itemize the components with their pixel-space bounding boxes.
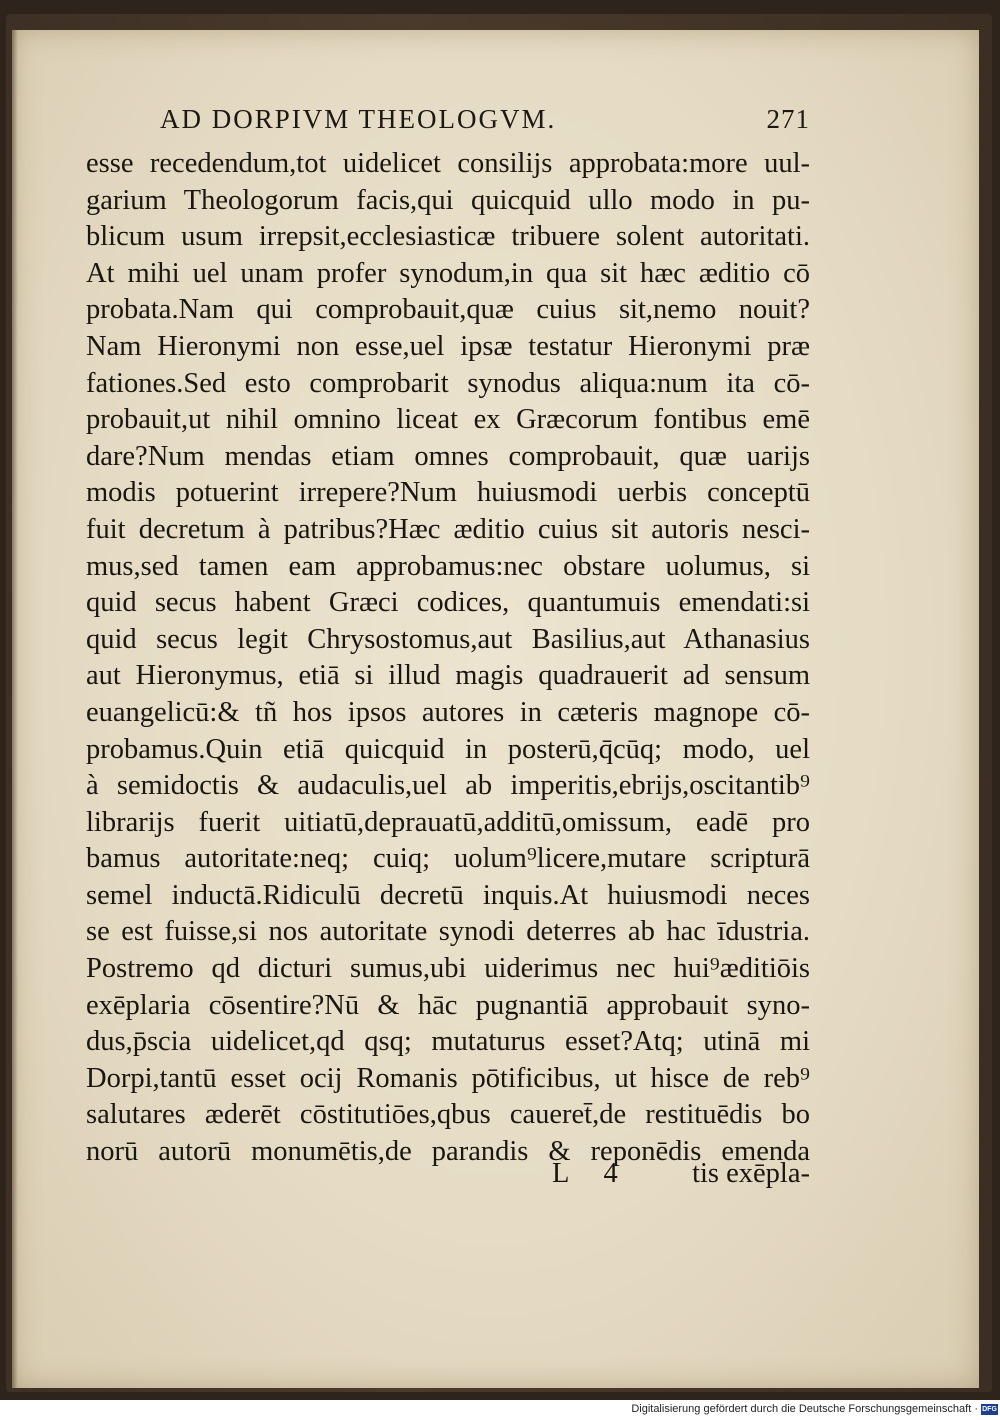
page-number: 271 [766,104,810,134]
catchword: tis exēpla- [692,1158,810,1189]
text-line: blicum usum irrepsit,ecclesiasticæ tribuere solent autoritati. [86,221,810,253]
credit-bar [0,1400,1000,1420]
text-line: euangelicū:& tñ hos ipsos autores in cæteris magnope cō- [86,696,810,728]
text-line: quid secus legit Chrysostomus,aut Basilius,aut Athanasius [86,623,810,655]
text-line: At mihi uel unam profer synodum,in qua sit hæc æditio cō [86,257,810,289]
page-footer [552,1158,810,1198]
funding-credit: Digitalisierung gefördert durch die Deutsche Forschungsgemeinschaft · [631,1403,978,1415]
text-line: norū autorū monumētis,de parandis & reponēdis emenda [86,1136,810,1168]
signature-mark: L 4 [552,1158,632,1189]
text-line: librarijs fuerit uitiatū,deprauatū,additū,omissum, eadē pro [86,806,810,838]
text-line: esse recedendum,tot uidelicet consilijs approbata:more uul- [86,148,810,179]
page-header [160,104,810,144]
body-text [86,146,810,1171]
text-line: se est fuisse,si nos autoritate synodi deterres ab hac īdustria. [86,916,810,948]
text-line: probamus.Quin etiā quicquid in posterū,q̄cūq; modo, uel [86,733,810,765]
text-line: salutares æderēt cōstitutiōes,qbus caueret̄,de restituēdis bo [86,1099,810,1131]
text-line: garium Theologorum facis,qui quicquid ullo modo in pu- [86,184,810,216]
text-line: bamus autoritate:neq; cuiq; uolum⁹licere,mutare scripturā [86,843,810,875]
text-line: à semidoctis & audaculis,uel ab imperitis,ebrijs,oscitantib⁹ [86,770,810,802]
text-line: Nam Hieronymi non esse,uel ipsæ testatur Hieronymi præ [86,330,810,362]
text-line: modis potuerint irrepere?Num huiusmodi uerbis conceptū [86,477,810,509]
text-line: semel inductā.Ridiculū decretū inquis.At huiusmodi neces [86,879,810,911]
text-line: Dorpi,tantū esset ocij Romanis pōtificibus, ut hisce de reb⁹ [86,1062,810,1094]
text-line: probauit,ut nihil omnino liceat ex Græcorum fontibus emē [86,404,810,436]
text-line: probata.Nam qui comprobauit,quæ cuius sit,nemo nouit? [86,294,810,326]
text-line: fationes.Sed esto comprobarit synodus aliqua:num ita cō- [86,367,810,399]
text-line: dare?Num mendas etiam omnes comprobauit, quæ uarijs [86,440,810,472]
text-line: dus,p̄scia uidelicet,qd qsq; mutaturus esset?Atq; utinā mi [86,1026,810,1058]
page-gutter-shadow [12,30,18,1388]
text-line: exēplaria cōsentire?Nū & hāc pugnantiā approbauit syno- [86,989,810,1021]
text-line: quid secus habent Græci codices, quantumuis emendati:si [86,587,810,619]
text-line: fuit decretum à patribus?Hæc æditio cuius sit autoris nesci- [86,513,810,545]
text-line: aut Hieronymus, etiā si illud magis quadrauerit ad sensum [86,660,810,692]
text-line: Postremo qd dicturi sumus,ubi uiderimus nec hui⁹æditiōis [86,953,810,985]
text-line: mus,sed tamen eam approbamus:nec obstare uolumus, si [86,550,810,582]
dfg-logo-icon: DFG [982,1406,997,1413]
running-head: AD DORPIVM THEOLOGVM. [160,104,557,134]
